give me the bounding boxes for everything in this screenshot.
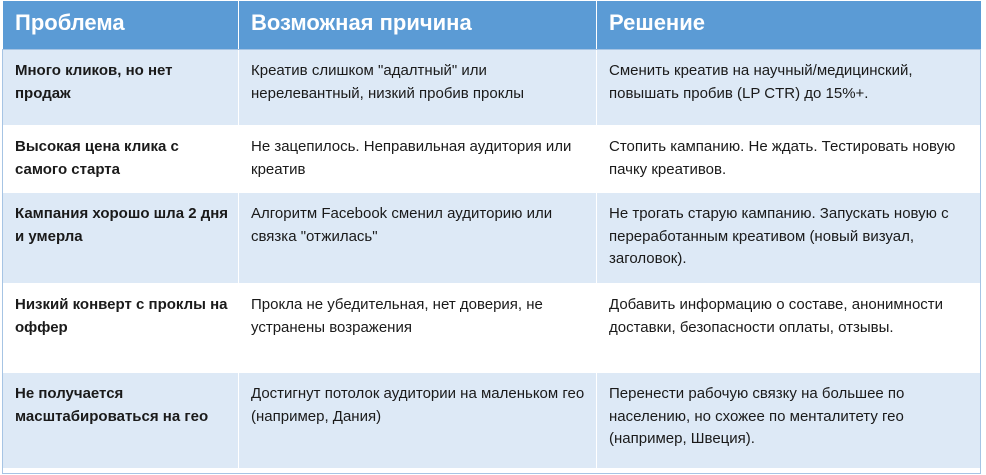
table-row [3, 193, 982, 284]
table-row [3, 373, 982, 469]
solution-cell: Стопить кампанию. Не ждать. Тестировать новую пачку креативов. [597, 126, 982, 193]
problem-cell: Много кликов, но нет продаж [3, 50, 239, 126]
header-problem: Проблема [3, 1, 239, 50]
troubleshooting-table [2, 0, 982, 469]
solution-cell: Сменить креатив на научный/медицинский, повышать пробив (LP CTR) до 15%+. [597, 50, 982, 126]
table-row [3, 50, 982, 126]
cause-cell: Креатив слишком "адалтный" или нерелевантный, низкий пробив проклы [239, 50, 597, 126]
solution-cell: Добавить информацию о составе, анонимности доставки, безопасности оплаты, отзывы. [597, 284, 982, 373]
problem-cell: Не получается масштабироваться на гео [3, 373, 239, 469]
header-cause: Возможная причина [239, 1, 597, 50]
solution-cell: Не трогать старую кампанию. Запускать новую с переработанным креативом (новый визуал, заголовок). [597, 193, 982, 284]
problem-cell: Высокая цена клика с самого старта [3, 126, 239, 193]
header-solution: Решение [597, 1, 982, 50]
cause-cell: Не зацепилось. Неправильная аудитория или креатив [239, 126, 597, 193]
problem-cell: Низкий конверт с проклы на оффер [3, 284, 239, 373]
solution-cell: Перенести рабочую связку на большее по населению, но схожее по менталитету гео (например, Швеция). [597, 373, 982, 469]
table-header [3, 1, 982, 50]
cause-cell: Прокла не убедительная, нет доверия, не устранены возражения [239, 284, 597, 373]
cause-cell: Достигнут потолок аудитории на маленьком гео (например, Дания) [239, 373, 597, 469]
table-body [3, 50, 982, 469]
cause-cell: Алгоритм Facebook сменил аудиторию или связка "отжилась" [239, 193, 597, 284]
header-row [3, 1, 982, 50]
problem-cell: Кампания хорошо шла 2 дня и умерла [3, 193, 239, 284]
table-row [3, 126, 982, 193]
table-row [3, 284, 982, 373]
